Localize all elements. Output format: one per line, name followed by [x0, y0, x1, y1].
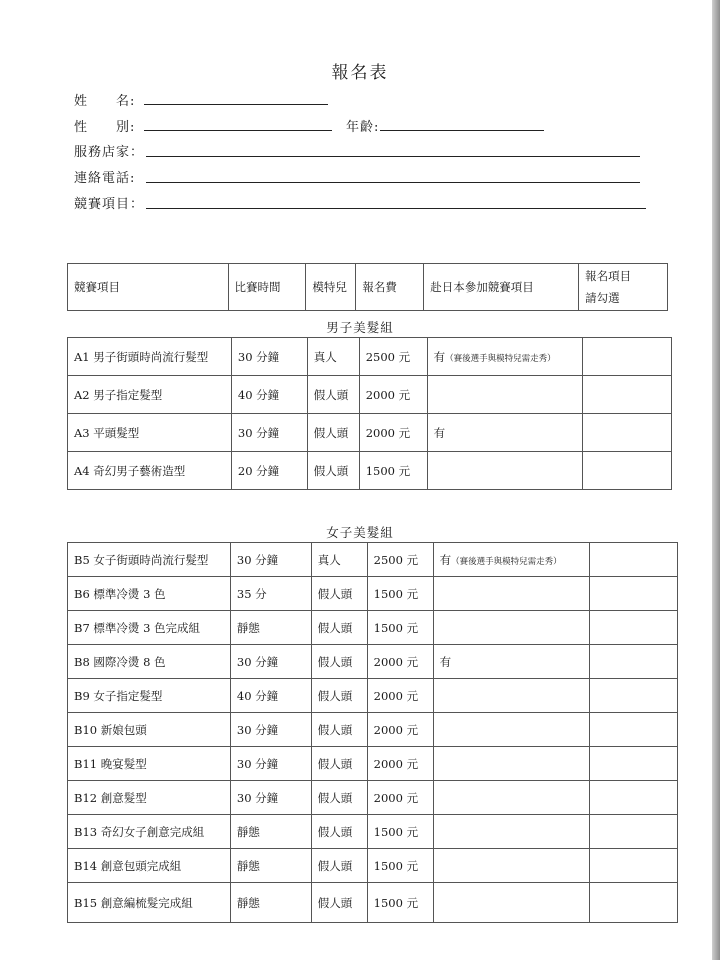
item-cell: B11 晚宴髮型 [68, 747, 231, 781]
item-cell: B6 標準冷燙 3 色 [68, 577, 231, 611]
time-cell: 30 分鐘 [230, 645, 311, 679]
japan-cell [427, 376, 583, 414]
model-cell: 假人頭 [311, 713, 367, 747]
table-row [68, 849, 678, 883]
japan-cell [433, 815, 590, 849]
form-title: 報名表 [331, 63, 389, 83]
fee-cell: 1500 元 [359, 452, 427, 490]
item-cell: B13 奇幻女子創意完成組 [68, 815, 231, 849]
store-input-line[interactable] [146, 156, 640, 157]
fee-cell: 1500 元 [367, 577, 433, 611]
table-row [68, 883, 678, 923]
checkbox-cell[interactable] [590, 713, 678, 747]
model-cell: 假人頭 [311, 679, 367, 713]
checkbox-cell[interactable] [590, 543, 678, 577]
men-table [67, 337, 672, 490]
table-row [68, 452, 672, 490]
phone-label: 連絡電話: [74, 171, 136, 186]
model-cell: 假人頭 [311, 747, 367, 781]
item-cell: B7 標準冷燙 3 色完成組 [68, 611, 231, 645]
fee-cell: 2000 元 [367, 747, 433, 781]
table-row [68, 679, 678, 713]
model-cell: 假人頭 [307, 452, 359, 490]
table-row [68, 414, 672, 452]
model-cell: 假人頭 [311, 849, 367, 883]
japan-cell [433, 679, 590, 713]
header-model: 模特兒 [306, 264, 356, 311]
name-label: 姓 名: [74, 94, 136, 109]
header-check-line1: 報名項目 [585, 269, 632, 283]
checkbox-cell[interactable] [590, 883, 678, 923]
japan-cell [433, 577, 590, 611]
store-label: 服務店家： [74, 145, 145, 160]
japan-mark: 有 [433, 425, 446, 440]
gender-label: 性 別: [74, 120, 136, 135]
japan-cell [433, 543, 590, 577]
checkbox-cell[interactable] [590, 679, 678, 713]
japan-note: （賽後選手與模特兒需走秀） [445, 353, 556, 364]
fee-cell: 1500 元 [367, 883, 433, 923]
item-cell: A1 男子街頭時尚流行髮型 [68, 338, 232, 376]
phone-input-line[interactable] [146, 182, 640, 183]
header-japan: 赴日本參加競賽項目 [424, 264, 579, 311]
japan-cell [433, 713, 590, 747]
checkbox-cell[interactable] [590, 611, 678, 645]
event-input-line[interactable] [146, 208, 646, 209]
name-input-line[interactable] [144, 104, 328, 105]
header-time: 比賽時間 [228, 264, 306, 311]
table-row [68, 577, 678, 611]
japan-cell [433, 611, 590, 645]
item-cell: B14 創意包頭完成組 [68, 849, 231, 883]
table-row [68, 376, 672, 414]
header-item: 競賽項目 [68, 264, 229, 311]
header-fee: 報名費 [356, 264, 424, 311]
women-table [67, 542, 678, 923]
model-cell: 假人頭 [311, 815, 367, 849]
fee-cell: 2000 元 [359, 376, 427, 414]
age-input-line[interactable] [380, 130, 544, 131]
time-cell: 靜態 [230, 883, 311, 923]
model-cell: 假人頭 [311, 645, 367, 679]
fee-cell: 1500 元 [367, 611, 433, 645]
header-check-line2: 請勾選 [585, 291, 620, 305]
fee-cell: 2500 元 [359, 338, 427, 376]
time-cell: 30 分鐘 [231, 338, 307, 376]
page-edge-shadow [712, 0, 720, 960]
table-row [68, 781, 678, 815]
item-cell: B5 女子街頭時尚流行髮型 [68, 543, 231, 577]
model-cell: 真人 [311, 543, 367, 577]
model-cell: 假人頭 [311, 781, 367, 815]
women-group-title: 女子美髮組 [326, 525, 394, 540]
japan-cell [427, 452, 583, 490]
time-cell: 靜態 [230, 815, 311, 849]
event-label: 競賽項目： [74, 197, 145, 212]
model-cell: 假人頭 [307, 376, 359, 414]
model-cell: 真人 [307, 338, 359, 376]
checkbox-cell[interactable] [590, 815, 678, 849]
japan-cell [433, 849, 590, 883]
japan-cell [433, 645, 590, 679]
fee-cell: 2500 元 [367, 543, 433, 577]
checkbox-cell[interactable] [583, 414, 672, 452]
time-cell: 20 分鐘 [231, 452, 307, 490]
model-cell: 假人頭 [311, 611, 367, 645]
header-table [67, 263, 668, 311]
fee-cell: 1500 元 [367, 815, 433, 849]
age-label: 年齡: [346, 120, 380, 135]
checkbox-cell[interactable] [590, 747, 678, 781]
item-cell: B8 國際冷燙 8 色 [68, 645, 231, 679]
item-cell: A3 平頭髮型 [68, 414, 232, 452]
japan-cell [433, 747, 590, 781]
fee-cell: 2000 元 [367, 679, 433, 713]
time-cell: 40 分鐘 [230, 679, 311, 713]
model-cell: 假人頭 [311, 883, 367, 923]
checkbox-cell[interactable] [583, 376, 672, 414]
time-cell: 30 分鐘 [230, 713, 311, 747]
men-group-title: 男子美髮組 [326, 320, 394, 335]
time-cell: 35 分 [230, 577, 311, 611]
japan-mark: 有 [439, 552, 452, 567]
gender-input-line[interactable] [144, 130, 332, 131]
fee-cell: 2000 元 [359, 414, 427, 452]
japan-note: （賽後選手與模特兒需走秀） [451, 556, 562, 567]
table-row [68, 543, 678, 577]
header-check [579, 264, 668, 311]
time-cell: 30 分鐘 [231, 414, 307, 452]
table-row [68, 611, 678, 645]
table-row [68, 338, 672, 376]
item-cell: B10 新娘包頭 [68, 713, 231, 747]
checkbox-cell[interactable] [590, 849, 678, 883]
time-cell: 30 分鐘 [230, 747, 311, 781]
time-cell: 靜態 [230, 849, 311, 883]
time-cell: 40 分鐘 [231, 376, 307, 414]
checkbox-cell[interactable] [590, 577, 678, 611]
item-cell: B12 創意髮型 [68, 781, 231, 815]
checkbox-cell[interactable] [583, 452, 672, 490]
model-cell: 假人頭 [311, 577, 367, 611]
japan-cell [433, 883, 590, 923]
japan-cell [433, 781, 590, 815]
japan-mark: 有 [439, 654, 452, 669]
fee-cell: 1500 元 [367, 849, 433, 883]
fee-cell: 2000 元 [367, 713, 433, 747]
model-cell: 假人頭 [307, 414, 359, 452]
table-row [68, 713, 678, 747]
fee-cell: 2000 元 [367, 781, 433, 815]
japan-cell [427, 414, 583, 452]
item-cell: A2 男子指定髮型 [68, 376, 232, 414]
fee-cell: 2000 元 [367, 645, 433, 679]
item-cell: B15 創意編梳髮完成組 [68, 883, 231, 923]
time-cell: 30 分鐘 [230, 543, 311, 577]
item-cell: B9 女子指定髮型 [68, 679, 231, 713]
table-row [68, 645, 678, 679]
table-row [68, 815, 678, 849]
checkbox-cell[interactable] [583, 338, 672, 376]
time-cell: 30 分鐘 [230, 781, 311, 815]
time-cell: 靜態 [230, 611, 311, 645]
checkbox-cell[interactable] [590, 781, 678, 815]
table-row [68, 747, 678, 781]
checkbox-cell[interactable] [590, 645, 678, 679]
item-cell: A4 奇幻男子藝術造型 [68, 452, 232, 490]
japan-mark: 有 [433, 349, 446, 364]
japan-cell [427, 338, 583, 376]
